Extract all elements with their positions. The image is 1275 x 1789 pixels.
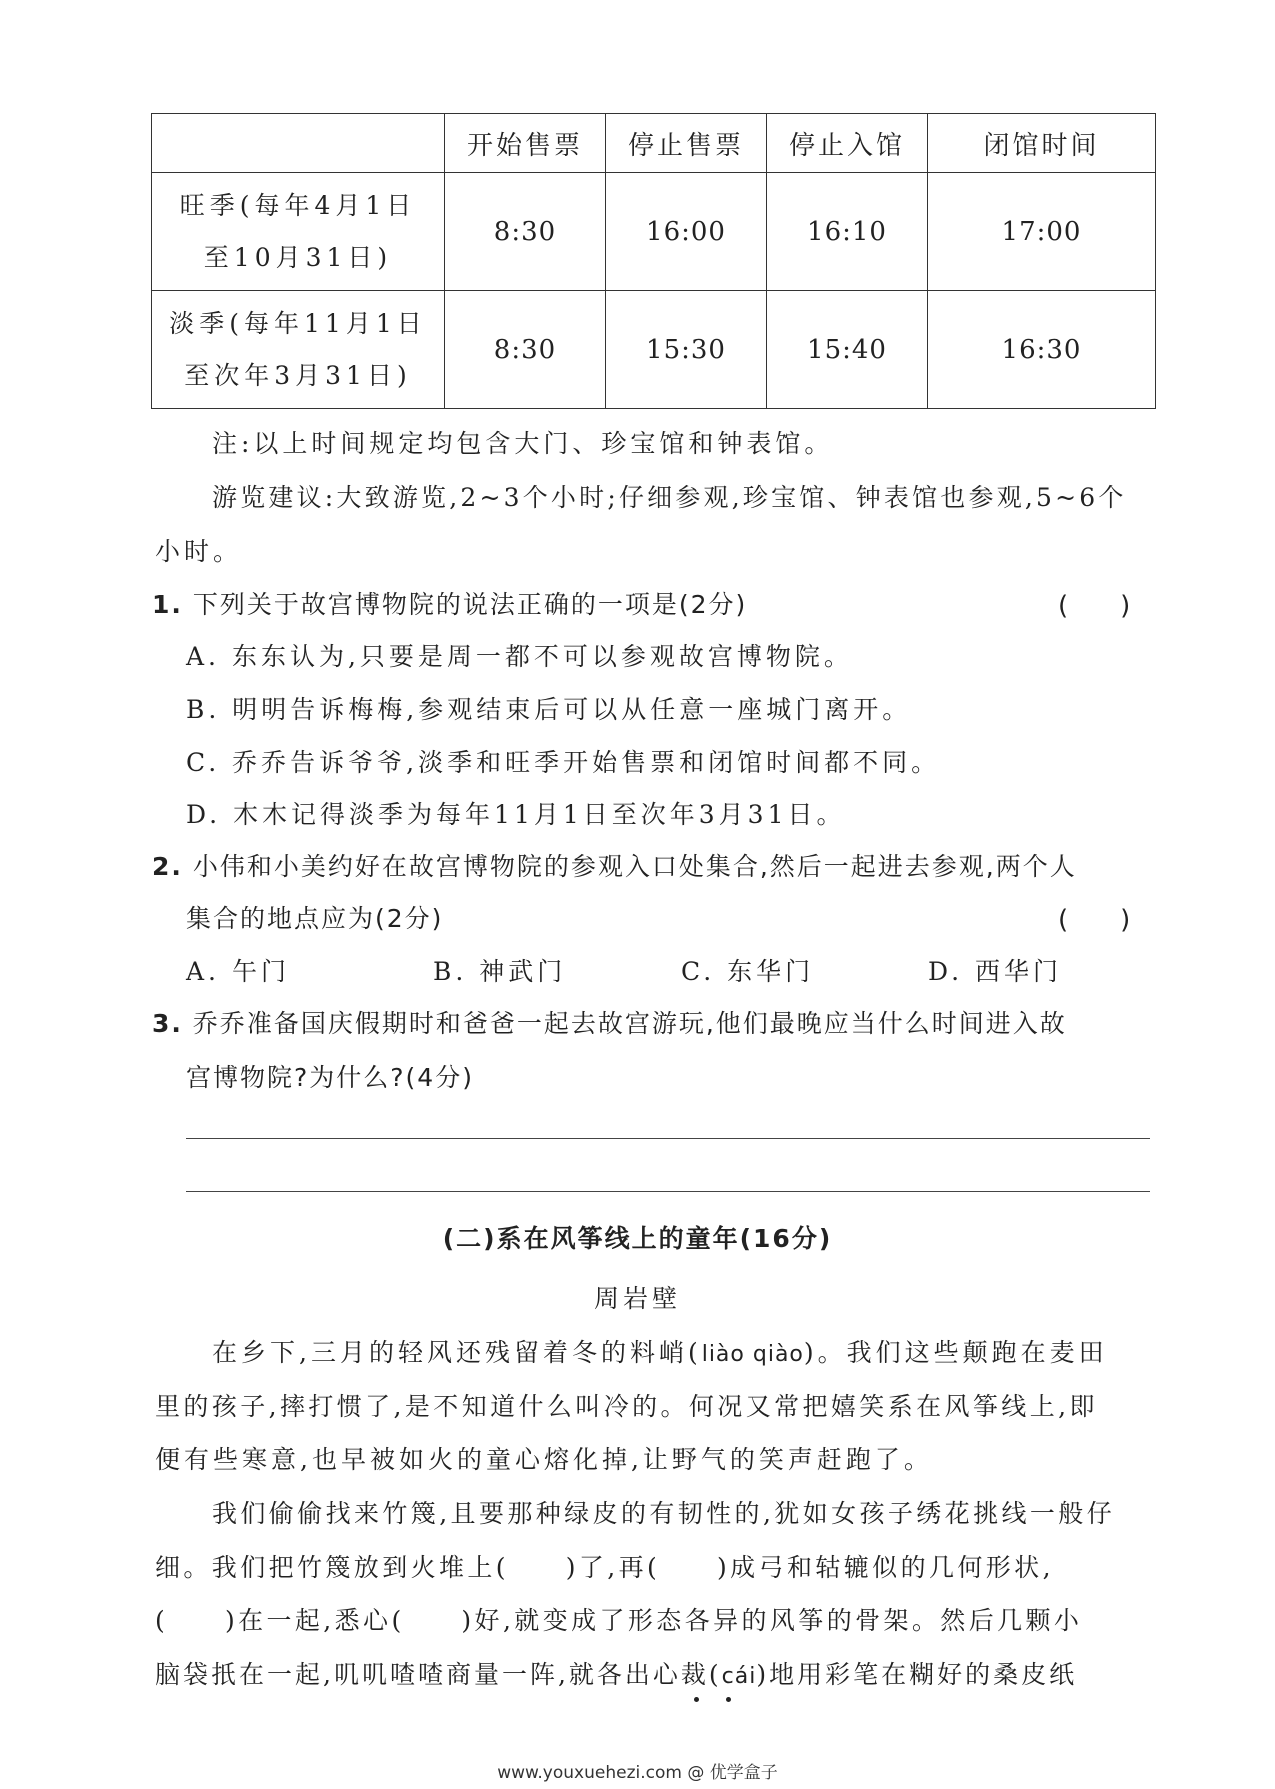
- season-line: 旺季(每年4月1日: [179, 190, 417, 220]
- option-c: C. 东华门: [681, 957, 815, 986]
- season-cell-peak: [152, 173, 445, 291]
- header-cell-stop-entry: 停止入馆: [767, 114, 928, 173]
- time-cell: 16:30: [928, 291, 1156, 409]
- season-line: 淡季(每年11月1日: [169, 308, 427, 338]
- header-cell-empty: [152, 114, 445, 173]
- time-cell: 15:40: [767, 291, 928, 409]
- pinyin-annotation: cái: [721, 1664, 757, 1689]
- question-number: 2.: [152, 852, 183, 881]
- answer-line[interactable]: [186, 1138, 1150, 1139]
- question-stem-cont: 集合的地点应为(2分): [186, 904, 444, 933]
- paragraph-line: [212, 1333, 1108, 1369]
- option-b: B. 神武门: [433, 957, 567, 986]
- option-a: A. 午门: [186, 957, 290, 986]
- suggestion-text: 游览建议:大致游览,2~3个小时;仔细参观,珍宝馆、钟表馆也参观,5~6个: [212, 483, 1127, 512]
- answer-parentheses: ( ): [1058, 905, 1131, 935]
- suggestion-text-cont: 小时。: [155, 537, 243, 566]
- option-c: C. 乔乔告诉爷爷,淡季和旺季开始售票和闭馆时间都不同。: [186, 748, 941, 777]
- section-title: (二)系在风筝线上的童年(16分): [442, 1224, 833, 1253]
- question-stem: 下列关于故宫博物院的说法正确的一项是(2分): [192, 590, 748, 619]
- pinyin-annotation: liào qiào: [701, 1342, 804, 1367]
- paragraph-line: 便有些寒意,也早被如火的童心熔化掉,让野气的笑声赶跑了。: [155, 1445, 933, 1474]
- text-segment: 在乡下,三月的轻风还残留着冬的料峭(: [212, 1338, 702, 1367]
- header-cell-stop-ticket: 停止售票: [606, 114, 767, 173]
- question-stem-cont: 宫博物院?为什么?(4分): [186, 1063, 474, 1092]
- question-number: 3.: [152, 1009, 183, 1038]
- option-b: B. 明明告诉梅梅,参观结束后可以从任意一座城门离开。: [186, 695, 912, 724]
- table-header-row: [152, 114, 1156, 173]
- emphasis-dot: [694, 1697, 699, 1702]
- question-number: 1.: [152, 590, 183, 619]
- paragraph-line: 我们偷偷找来竹篾,且要那种绿皮的有韧性的,犹如女孩子绣花挑线一般仔: [212, 1499, 1116, 1528]
- note-text: 注:以上时间规定均包含大门、珍宝馆和钟表馆。: [212, 429, 834, 458]
- text-segment: 脑袋扺在一起,叽叽喳喳商量一阵,就各出心裁(: [155, 1660, 722, 1689]
- footer-watermark: www.youxuehezi.com @ 优学盒子: [497, 1763, 778, 1783]
- time-cell: 8:30: [445, 173, 606, 291]
- time-cell: 15:30: [606, 291, 767, 409]
- option-d: D. 西华门: [928, 957, 1063, 986]
- time-cell: 16:10: [767, 173, 928, 291]
- table-row: [152, 291, 1156, 409]
- question-3: [152, 1004, 1067, 1040]
- schedule-table: [151, 113, 1156, 409]
- season-cell-off: [152, 291, 445, 409]
- author-name: 周岩壁: [593, 1284, 681, 1313]
- season-line: 至次年3月31日): [184, 360, 412, 390]
- answer-parentheses: ( ): [1058, 591, 1131, 621]
- paragraph-line: 细。我们把竹篾放到火堆上( )了,再( )成弓和轱辘似的几何形状,: [155, 1553, 1054, 1582]
- time-cell: 8:30: [445, 291, 606, 409]
- text-segment: )。我们这些颠跑在麦田: [803, 1338, 1108, 1367]
- header-cell-start-ticket: 开始售票: [445, 114, 606, 173]
- paragraph-line: [155, 1655, 1077, 1691]
- emphasis-dot: [726, 1697, 731, 1702]
- option-a: A. 东东认为,只要是周一都不可以参观故宫博物院。: [186, 642, 853, 671]
- paragraph-line: 里的孩子,摔打惯了,是不知道什么叫冷的。何况又常把嬉笑系在风筝线上,即: [155, 1392, 1098, 1421]
- time-cell: 16:00: [606, 173, 767, 291]
- time-cell: 17:00: [928, 173, 1156, 291]
- season-line: 至10月31日): [203, 242, 393, 272]
- question-2: [152, 847, 1077, 883]
- table-row: [152, 173, 1156, 291]
- question-stem: 小伟和小美约好在故宫博物院的参观入口处集合,然后一起进去参观,两个人: [192, 852, 1077, 881]
- paragraph-line: ( )在一起,悉心( )好,就变成了形态各异的风筝的骨架。然后几颗小: [155, 1606, 1083, 1635]
- question-stem: 乔乔准备国庆假期时和爸爸一起去故宫游玩,他们最晚应当什么时间进入故: [192, 1009, 1067, 1038]
- option-d: D. 木木记得淡季为每年11月1日至次年3月31日。: [186, 800, 846, 829]
- header-cell-closing: 闭馆时间: [928, 114, 1156, 173]
- answer-line[interactable]: [186, 1191, 1150, 1192]
- question-1: [152, 585, 747, 621]
- text-segment: )地用彩笔在糊好的桑皮纸: [756, 1660, 1078, 1689]
